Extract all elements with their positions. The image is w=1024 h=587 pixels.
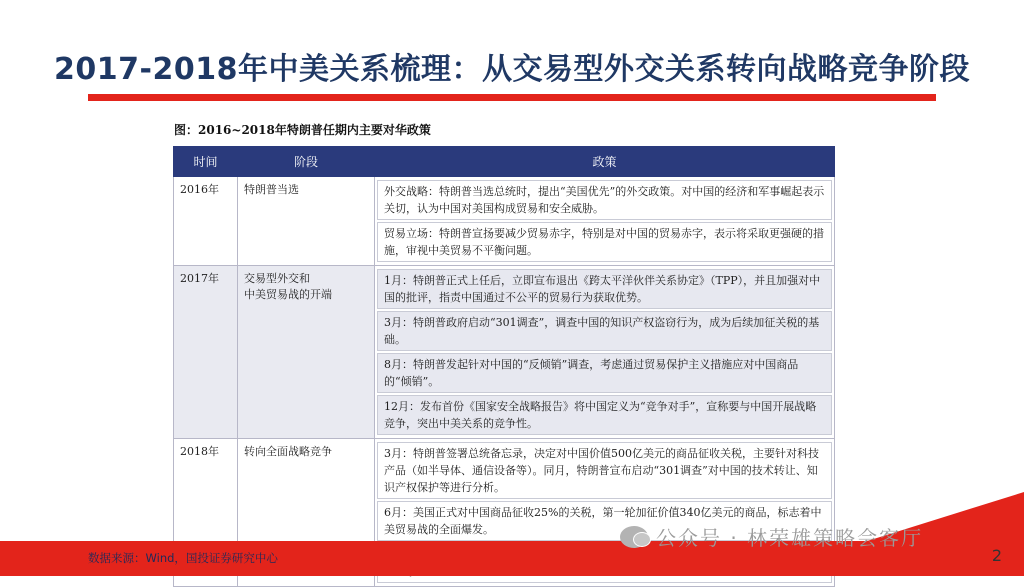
data-source: 数据来源：Wind，国投证券研究中心 (88, 551, 278, 565)
stage-cell: 特朗普当选 (238, 177, 375, 266)
policy-item: 3月：特朗普签署总统备忘录，决定对中国价值500亿美元的商品征收关税，主要针对科技产品（如半导体、通信设备等）。同月，特朗普宣布启动“301调查”对中国的技术转让、知识产权保护等进行分析。 (377, 442, 832, 499)
policy-item: 1月：特朗普正式上任后，立即宣布退出《跨太平洋伙伴关系协定》（TPP），并且加强对中国的批评，指责中国通过不公平的贸易行为获取优势。 (377, 269, 832, 309)
header-stage: 阶段 (238, 147, 375, 177)
watermark-text: 公众号 · 林荣雄策略会客厅 (656, 526, 924, 550)
policy-item: 6月：美国正式对中国商品征收25%的关税，第一轮加征价值340亿美元的商品，标志着中美贸易战的全面爆发。 (377, 501, 832, 541)
wechat-icon (620, 526, 648, 548)
watermark (620, 522, 923, 551)
title-underline (88, 94, 936, 101)
policy-cell (375, 266, 835, 439)
policy-item: 外交战略：特朗普当选总统时，提出“美国优先”的外交政策。对中国的经济和军事崛起表示关切，认为中国对美国构成贸易和安全威胁。 (377, 180, 832, 220)
policy-item: 贸易立场：特朗普宣扬要减少贸易赤字，特别是对中国的贸易赤字，表示将采取更强硬的措施，审视中美贸易不平衡问题。 (377, 222, 832, 262)
header-policy: 政策 (375, 147, 835, 177)
table-row (174, 177, 835, 266)
figure-caption: 图：2016~2018年特朗普任期内主要对华政策 (174, 123, 431, 137)
stage-cell: 转向全面战略竞争 (238, 439, 375, 587)
year-cell: 2017年 (174, 266, 238, 439)
header-time: 时间 (174, 147, 238, 177)
stage-cell: 交易型外交和 中美贸易战的开端 (238, 266, 375, 439)
policy-table (173, 146, 835, 587)
table-header-row (174, 147, 835, 177)
policy-item: 12月：发布首份《国家安全战略报告》将中国定义为“竞争对手”，宣称要与中国开展战略竞争，突出中美关系的竞争性。 (377, 395, 832, 435)
slide-title: 2017-2018年中美关系梳理：从交易型外交关系转向战略竞争阶段 (54, 52, 970, 87)
year-cell: 2018年 (174, 439, 238, 587)
policy-item: 8月：特朗普发起针对中国的“反倾销”调查，考虑通过贸易保护主义措施应对中国商品的“倾销”。 (377, 353, 832, 393)
policy-cell (375, 177, 835, 266)
page-number: 2 (991, 546, 1002, 565)
year-cell: 2016年 (174, 177, 238, 266)
policy-item: 3月：特朗普政府启动“301调查”，调查中国的知识产权盗窃行为，成为后续加征关税的基础。 (377, 311, 832, 351)
table-row (174, 266, 835, 439)
